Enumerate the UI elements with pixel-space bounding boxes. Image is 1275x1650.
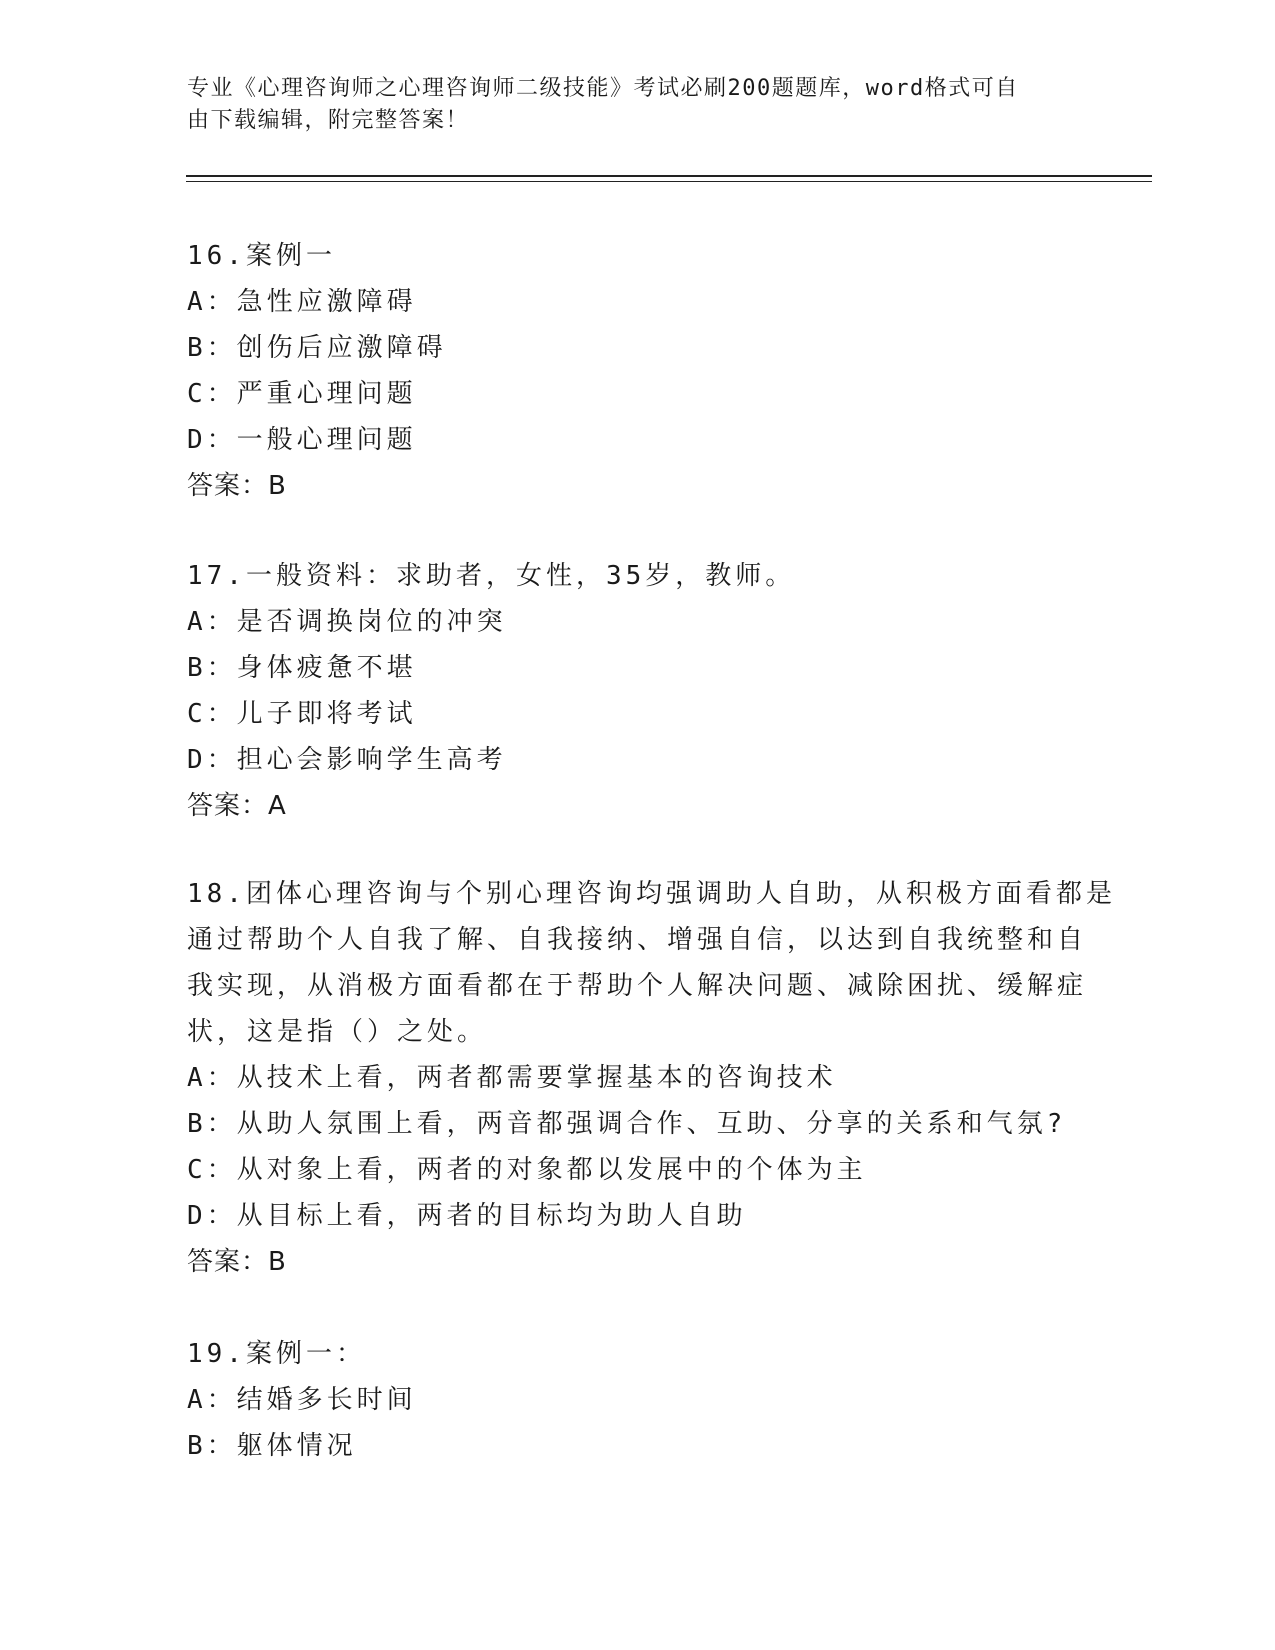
option-b: B：创伤后应激障碍 bbox=[187, 333, 447, 363]
option-b: B：从助人氛围上看，两音都强调合作、互助、分享的关系和气氛? bbox=[187, 1109, 1067, 1139]
question-stem-line: 通过帮助个人自我了解、自我接纳、增强自信，以达到自我统整和自 bbox=[187, 925, 1088, 955]
answer: 答案：A bbox=[187, 791, 287, 821]
answer: 答案：B bbox=[187, 1247, 287, 1277]
question-stem: 19.案例一： bbox=[187, 1339, 366, 1369]
question-stem: 16.案例一 bbox=[187, 241, 336, 271]
option-a: A：是否调换岗位的冲突 bbox=[187, 607, 507, 637]
question-16 bbox=[187, 233, 1087, 509]
header-divider-thick bbox=[186, 175, 1152, 177]
question-18 bbox=[187, 871, 1116, 1285]
option-d: D：担心会影响学生高考 bbox=[187, 745, 507, 775]
question-stem: 17.一般资料：求助者，女性，35岁，教师。 bbox=[187, 561, 796, 591]
question-19 bbox=[187, 1331, 1087, 1469]
header-divider-thin bbox=[186, 181, 1152, 182]
option-b: B：身体疲惫不堪 bbox=[187, 653, 417, 683]
option-d: D：一般心理问题 bbox=[187, 425, 417, 455]
option-b: B：躯体情况 bbox=[187, 1431, 357, 1461]
question-stem-line: 18.团体心理咨询与个别心理咨询均强调助人自助，从积极方面看都是 bbox=[187, 879, 1116, 909]
answer: 答案：B bbox=[187, 471, 287, 501]
document-header: 专业《心理咨询师之心理咨询师二级技能》考试必刷200题题库，word格式可自 由下载编辑，附完整答案！ bbox=[187, 76, 1019, 133]
question-stem-line: 我实现，从消极方面看都在于帮助个人解决问题、减除困扰、缓解症 bbox=[187, 971, 1088, 1001]
option-a: A：结婚多长时间 bbox=[187, 1385, 417, 1415]
option-d: D：从目标上看，两者的目标均为助人自助 bbox=[187, 1201, 747, 1231]
option-a: A：急性应激障碍 bbox=[187, 287, 417, 317]
question-stem-line: 状，这是指（）之处。 bbox=[187, 1017, 488, 1047]
option-c: C：儿子即将考试 bbox=[187, 699, 417, 729]
option-a: A：从技术上看，两者都需要掌握基本的咨询技术 bbox=[187, 1063, 837, 1093]
option-c: C：严重心理问题 bbox=[187, 379, 417, 409]
question-17 bbox=[187, 553, 1087, 829]
option-c: C：从对象上看，两者的对象都以发展中的个体为主 bbox=[187, 1155, 867, 1185]
